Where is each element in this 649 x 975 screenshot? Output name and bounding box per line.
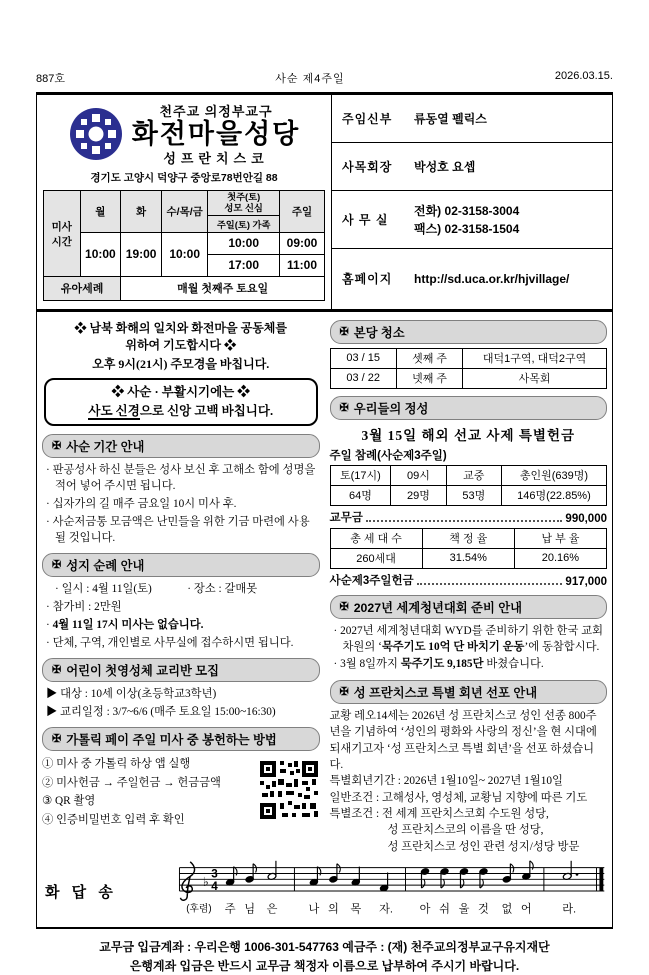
list-item: · 3월 8일까지 묵주기도 9,185단 바쳤습니다. xyxy=(333,658,544,671)
running-head xyxy=(0,0,649,92)
church-address: 경기도 고양시 덕양구 중앙로78번안길 88 xyxy=(90,172,278,185)
music-notes xyxy=(225,861,578,892)
time-sig-bottom: 4 xyxy=(211,880,218,894)
svg-text:어: 어 xyxy=(520,903,532,916)
list-item: · 일시 : 4월 11일(토) · 장소 : 갈매못 xyxy=(55,582,258,595)
issue-number: 887호 xyxy=(36,73,65,85)
list-item: ④ 인증비밀번호 입력 후 확인 xyxy=(42,813,185,826)
table-row: 총 세 대 수 책 정 율 납 부 율 xyxy=(330,528,607,548)
sunday-time-2: 11:00 xyxy=(280,254,325,276)
table-row: 토(17시) 09시 교중 총인원(639명) xyxy=(330,465,607,485)
list-item: · 4월 11일 17시 미사는 없습니다. xyxy=(46,618,204,631)
cross-icon: ✠ xyxy=(52,559,62,572)
office-phone: 전화) 02-3158-3004 xyxy=(414,203,520,218)
section-header-lent: ✠ 사순 기간 안내 xyxy=(42,434,320,458)
table-row: 03 / 15 셋째 주 대덕1구역, 대덕2구역 xyxy=(330,348,607,368)
bulletin-date: 2026.03.15. xyxy=(554,70,613,82)
cross-icon: ✠ xyxy=(339,402,349,415)
section-header-jubilee: ✠ 성 프란치스코 특별 회년 선포 안내 xyxy=(330,680,608,704)
section-header-wyd: ✠ 2027년 세계청년대회 준비 안내 xyxy=(330,595,608,619)
sunday-time-1: 09:00 xyxy=(280,232,325,254)
section-header-catholic-pay: ✠ 가톨릭 페이 주일 미사 중 봉헌하는 방법 xyxy=(42,727,320,751)
church-identity-panel xyxy=(37,95,332,309)
pastor-label: 주임신부 xyxy=(342,112,393,126)
list-item: ① 미사 중 가톨릭 하상 앱 실행 xyxy=(42,757,191,770)
section-header-cleaning: ✠ 본당 청소 xyxy=(330,320,608,344)
svg-text:주: 주 xyxy=(224,903,236,916)
section-header-offering: ✠ 우리들의 정성 xyxy=(330,396,608,420)
cross-icon: ✠ xyxy=(339,601,349,614)
footer-account-info xyxy=(0,938,649,975)
svg-text:것: 것 xyxy=(477,903,489,916)
jubilee-paragraph: 교황 레오14세는 2026년 성 프란치스코 성인 선종 800주년을 기념하여 ‘성인의 평화와 사랑의 정신’을 현 시대에 되새기고자 ‘성 프란치스코 특별 회년’을 선포 하셨습니다. xyxy=(329,709,597,771)
bulletin-body xyxy=(36,92,613,929)
col-saturday: 첫주(토) 성모 신심 주일(토) 가족 xyxy=(208,191,280,232)
council-chair-label: 사목회장 xyxy=(342,160,393,174)
infant-baptism-value: 매월 첫째주 토요일 xyxy=(121,276,325,300)
infant-baptism-label: 유아세례 xyxy=(44,276,121,300)
flat-sign: ♭ xyxy=(202,875,209,890)
cross-icon: ✠ xyxy=(339,686,349,699)
svg-text:아: 아 xyxy=(419,903,431,916)
monday-time: 10:00 xyxy=(80,232,121,276)
pastor-name: 류동열 펠릭스 xyxy=(414,112,487,126)
svg-text:(후렴): (후렴) xyxy=(186,903,212,915)
list-item: · 판공성사 하신 분들은 성사 보신 후 고해소 함에 성명을 적어 넣어 주시면 됩니다. xyxy=(46,463,316,492)
list-item: · 2027년 세계청년대회 WYD를 준비하기 위한 한국 교회 차원의 ‘묵주기도 10억 단 바치기 운동’에 동참합시다. xyxy=(333,624,604,654)
table-row: 260세대 31.54% 20.16% xyxy=(330,548,607,568)
jubilee-text: 교황 레오14세는 2026년 성 프란치스코 성인 선종 800주년을 기념하여 ‘성인의 평화와 사랑의 정신’을 현 시대에 되새기고자 ‘성 프란치스코 특별 회년’을 선포 하셨습니다. 특별회년기간 : 2026년 1월10일~ 2027년 1월10일 일반조건 : 고해성사, 영성체, 교황님 지향에 따른 기도 특별조건 : 전 세계 프란치스코회 수도원 성당, 성 프란치스코의 이름을 딴 성당, 성 프란치스코 성인 관련 성지/성당 방문 xyxy=(330,708,608,855)
col-wed-thu-fri: 수/목/금 xyxy=(161,191,207,232)
svg-text:라.: 라. xyxy=(562,903,576,916)
svg-text:은: 은 xyxy=(266,903,278,916)
church-fee-row: 교무금 990,000 xyxy=(329,511,607,525)
saturday-time-1: 10:00 xyxy=(208,232,280,254)
table-row: 64명 29명 53명 146명(22.85%) xyxy=(330,485,607,505)
council-chair-name: 박성호 요셉 xyxy=(414,160,476,174)
weekday-time: 10:00 xyxy=(161,232,207,276)
list-item: ▶ 교리일정 : 3/7~6/6 (매주 토요일 15:00~16:30) xyxy=(46,705,276,718)
church-patron: 성프란치스코 xyxy=(163,151,269,167)
cross-icon: ✠ xyxy=(52,664,62,677)
bank-notice-line: 은행계좌 입금은 반드시 교무금 책정자 이름으로 납부하여 주시기 바랍니다. xyxy=(129,958,520,973)
office-fax: 팩스) 02-3158-1504 xyxy=(414,221,520,236)
psalm-lyrics xyxy=(186,902,576,916)
svg-text:쉬: 쉬 xyxy=(438,903,450,916)
left-column xyxy=(42,320,320,856)
svg-text:목: 목 xyxy=(350,903,362,916)
list-item: · 단체, 구역, 개인별로 사무실에 접수하시면 됩니다. xyxy=(46,636,294,649)
saturday-time-2: 17:00 xyxy=(208,254,280,276)
svg-text:없: 없 xyxy=(501,903,513,916)
bank-account-line: 교무금 입금계좌 : 우리은행 1006-301-547763 예금주 : (재) 천주교의정부교구유지재단 xyxy=(99,940,550,955)
col-tuesday: 화 xyxy=(121,191,162,232)
svg-text:나: 나 xyxy=(308,903,320,916)
lent-notice-list xyxy=(42,462,320,546)
cross-icon: ✠ xyxy=(339,326,349,339)
mass-schedule-table xyxy=(43,190,325,300)
attendance-table xyxy=(330,465,608,506)
church-logo-icon xyxy=(68,106,124,162)
svg-text:자.: 자. xyxy=(378,903,393,916)
catholic-pay-steps xyxy=(42,755,320,830)
household-table xyxy=(330,528,608,569)
homepage-url: http://sd.uca.or.kr/hjvillage/ xyxy=(414,271,570,286)
svg-text:울: 울 xyxy=(458,903,470,916)
svg-text:의: 의 xyxy=(327,903,339,916)
list-item: ▶ 대상 : 10세 이상(초등학교3학년) xyxy=(46,687,217,700)
sunday-collection-row: 사순제3주일헌금 917,000 xyxy=(329,574,607,588)
bulletin-title: 사순 제4주일 xyxy=(275,73,345,85)
cross-icon: ✠ xyxy=(52,440,62,453)
special-collection-headline: 3월 15일 해외 선교 사제 특별헌금 xyxy=(361,427,576,443)
section-header-first-communion: ✠ 어린이 첫영성체 교리반 모집 xyxy=(42,658,320,682)
dotted-leader xyxy=(417,583,563,585)
dotted-leader xyxy=(366,520,563,522)
right-column xyxy=(330,320,608,856)
unity-prayer: ❖ 남북 화해의 일치와 화전마을 공동체를 위하여 기도합시다 ❖ 오후 9시(21시) 주모경을 바칩니다. xyxy=(74,320,287,372)
contact-panel xyxy=(332,95,612,309)
cross-icon: ✠ xyxy=(52,733,62,746)
list-item: · 십자가의 길 매주 금요일 10시 미사 후. xyxy=(46,497,237,510)
qr-code xyxy=(258,759,320,821)
first-communion-list xyxy=(42,686,320,720)
table-row: 03 / 22 넷째 주 사목회 xyxy=(330,368,607,388)
top-info-block xyxy=(37,95,612,312)
tuesday-time: 19:00 xyxy=(121,232,162,276)
time-sig-top: 3 xyxy=(211,867,218,881)
wyd-list xyxy=(330,623,608,673)
psalm-label: 화 답 송 xyxy=(45,883,117,901)
list-item: ② 미사헌금 → 주일헌금 → 헌금금액 xyxy=(42,776,221,789)
church-name: 화전마을성당 xyxy=(131,119,301,149)
col-monday: 월 xyxy=(80,191,121,232)
responsorial-psalm xyxy=(37,857,612,927)
creed-notice-box: ❖ 사순 · 부활시기에는 ❖ 사도 신경으로 신앙 고백 바칩니다. xyxy=(44,378,318,426)
diocese-name: 천주교 의정부교구 xyxy=(159,104,273,119)
cleaning-table xyxy=(330,348,608,389)
section-header-pilgrimage: ✠ 성지 순례 안내 xyxy=(42,553,320,577)
list-item: · 사순저금통 모금액은 난민들을 위한 기금 마련에 사용될 것입니다. xyxy=(46,515,310,544)
final-barline xyxy=(599,868,603,891)
music-staff xyxy=(121,859,608,923)
pilgrimage-list xyxy=(42,581,320,651)
col-sunday: 주일 xyxy=(280,191,325,232)
homepage-label: 홈페이지 xyxy=(342,272,393,287)
attendance-label: 주일 참례(사순제3주일) xyxy=(329,449,447,462)
svg-text:님: 님 xyxy=(244,903,255,916)
list-item: ③ QR 촬영 xyxy=(42,795,96,808)
mass-time-label: 미사 시간 xyxy=(44,191,81,276)
office-label: 사 무 실 xyxy=(342,213,389,227)
list-item: · 참가비 : 2만원 xyxy=(46,600,122,613)
